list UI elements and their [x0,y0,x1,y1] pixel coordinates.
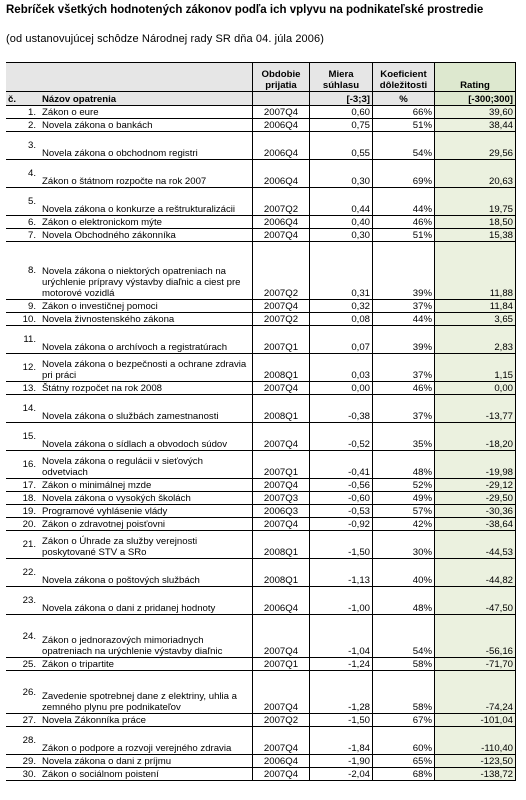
table-row [6,119,516,132]
coefficient-value: 39% [373,326,435,354]
adoption-period: 2007Q4 [253,300,310,313]
law-name: Novela zákona o dani z príjmu [40,755,253,768]
table-row [6,160,516,188]
agreement-value: -0,60 [310,492,373,505]
adoption-period: 2007Q1 [253,451,310,479]
adoption-period: 2007Q4 [253,229,310,242]
rating-value: -13,77 [435,395,516,423]
row-number: 19. [6,505,40,518]
coefficient-value: 37% [373,300,435,313]
agreement-value: -1,24 [310,658,373,671]
law-name: Novela zákona o dani z pridanej hodnoty [40,587,253,615]
row-number: 5. [6,188,40,216]
header-blank-no [6,63,40,92]
agreement-value: 0,31 [310,242,373,300]
rating-value: -56,16 [435,615,516,658]
law-name: Zákon o tripartite [40,658,253,671]
coefficient-value: 67% [373,714,435,727]
header-no: č. [6,92,40,106]
rating-value: 20,63 [435,160,516,188]
row-number: 18. [6,492,40,505]
coefficient-value: 58% [373,658,435,671]
law-name: Novela zákona o konkurze a reštrukturalizácii [40,188,253,216]
table-row [6,587,516,615]
rating-value: -44,82 [435,559,516,587]
coefficient-value: 69% [373,160,435,188]
adoption-period: 2007Q1 [253,658,310,671]
agreement-value: -1,50 [310,531,373,559]
adoption-period: 2006Q4 [253,160,310,188]
table-row [6,300,516,313]
law-name: Zákon o minimálnej mzde [40,479,253,492]
adoption-period: 2007Q4 [253,727,310,755]
adoption-period: 2007Q2 [253,242,310,300]
agreement-value: -1,00 [310,587,373,615]
coefficient-value: 66% [373,106,435,119]
agreement-value: -1,50 [310,714,373,727]
row-number: 3. [6,132,40,160]
row-number: 1. [6,106,40,119]
row-number: 29. [6,755,40,768]
coefficient-value: 49% [373,492,435,505]
coefficient-value: 68% [373,768,435,781]
table-row [6,714,516,727]
rating-value: 0,00 [435,382,516,395]
rating-value: 11,84 [435,300,516,313]
law-name: Zákon o Úhrade za služby verejnosti poskytované STV a SRo [40,531,253,559]
coefficient-value: 54% [373,615,435,658]
table-row [6,106,516,119]
rating-value: 38,44 [435,119,516,132]
adoption-period: 2006Q4 [253,132,310,160]
page-title: Rebríček všetkých hodnotených zákonov podľa ich vplyvu na podnikateľské prostredie [6,4,484,16]
table-row [6,518,516,531]
coefficient-value: 51% [373,229,435,242]
law-name: Zákon o podpore a rozvoji verejného zdravia [40,727,253,755]
row-number: 6. [6,216,40,229]
table-row [6,242,516,300]
table-row [6,188,516,216]
agreement-value: -1,28 [310,671,373,714]
row-number: 28. [6,727,40,755]
table-row [6,451,516,479]
row-number: 26. [6,671,40,714]
header-agreement-range: [-3;3] [310,92,373,106]
row-number: 16. [6,451,40,479]
law-name: Zákon o štátnom rozpočte na rok 2007 [40,160,253,188]
agreement-value: 0,03 [310,354,373,382]
adoption-period: 2006Q3 [253,505,310,518]
rating-value: 11,88 [435,242,516,300]
law-name: Zavedenie spotrebnej dane z elektriny, uhlia a zemného plynu pre podnikateľov [40,671,253,714]
coefficient-value: 60% [373,727,435,755]
law-name: Novela zákona o sídlach a obvodoch súdov [40,423,253,451]
rating-value: -18,20 [435,423,516,451]
table-row [6,229,516,242]
table-row [6,559,516,587]
rating-value: -110,40 [435,727,516,755]
coefficient-value: 42% [373,518,435,531]
agreement-value: -1,90 [310,755,373,768]
adoption-period: 2008Q1 [253,354,310,382]
table-row [6,382,516,395]
rating-value: -30,36 [435,505,516,518]
agreement-value: 0,40 [310,216,373,229]
adoption-period: 2007Q2 [253,188,310,216]
law-name: Novela zákona o obchodnom registri [40,132,253,160]
adoption-period: 2007Q4 [253,615,310,658]
law-name: Novela zákona o bezpečnosti a ochrane zdravia pri práci [40,354,253,382]
rating-value: 39,60 [435,106,516,119]
table-row [6,479,516,492]
law-name: Zákon o elektronickom mýte [40,216,253,229]
row-number: 11. [6,326,40,354]
rating-value: 2,83 [435,326,516,354]
table-row [6,313,516,326]
rating-value: -29,12 [435,479,516,492]
table-row [6,423,516,451]
header-rating: Rating [435,63,516,92]
header-coefficient-unit: % [373,92,435,106]
law-name: Novela zákona o archívoch a registratúrach [40,326,253,354]
coefficient-value: 48% [373,451,435,479]
rating-value: 19,75 [435,188,516,216]
coefficient-value: 46% [373,382,435,395]
agreement-value: 0,60 [310,106,373,119]
row-number: 17. [6,479,40,492]
adoption-period: 2007Q4 [253,423,310,451]
row-number: 12. [6,354,40,382]
law-name: Novela zákona o regulácii v sieťových odvetviach [40,451,253,479]
law-name: Novela zákona o službách zamestnanosti [40,395,253,423]
row-number: 7. [6,229,40,242]
row-number: 20. [6,518,40,531]
table-row [6,505,516,518]
table-row [6,615,516,658]
coefficient-value: 51% [373,119,435,132]
rating-value: -44,53 [435,531,516,559]
adoption-period: 2006Q4 [253,587,310,615]
header-period-unit [253,92,310,106]
law-name: Programové vyhlásenie vlády [40,505,253,518]
table-row [6,658,516,671]
adoption-period: 2007Q3 [253,492,310,505]
coefficient-value: 30% [373,531,435,559]
rating-value: -19,98 [435,451,516,479]
page-subtitle: (od ustanovujúcej schôdze Národnej rady SR dňa 04. júla 2006) [6,33,324,45]
agreement-value: 0,08 [310,313,373,326]
row-number: 25. [6,658,40,671]
coefficient-value: 65% [373,755,435,768]
rating-value: 1,15 [435,354,516,382]
agreement-value: -0,52 [310,423,373,451]
agreement-value: -0,92 [310,518,373,531]
law-name: Novela Zákonníka práce [40,714,253,727]
law-name: Zákon o investičnej pomoci [40,300,253,313]
law-name: Zákon o eure [40,106,253,119]
header-coefficient: Koeficient dôležitosti [373,63,435,92]
agreement-value: -1,84 [310,727,373,755]
rating-value: 15,38 [435,229,516,242]
adoption-period: 2007Q4 [253,479,310,492]
coefficient-value: 44% [373,188,435,216]
rating-value: 3,65 [435,313,516,326]
law-name: Novela zákona o poštových službách [40,559,253,587]
header-agreement: Miera súhlasu [310,63,373,92]
coefficient-value: 37% [373,395,435,423]
table-row [6,132,516,160]
law-name: Novela zákona o niektorých opatreniach na urýchlenie prípravy výstavby diaľnic a ciest pre motorové vozidlá [40,242,253,300]
coefficient-value: 35% [373,423,435,451]
agreement-value: -0,53 [310,505,373,518]
adoption-period: 2007Q4 [253,106,310,119]
agreement-value: 0,75 [310,119,373,132]
row-number: 9. [6,300,40,313]
adoption-period: 2008Q1 [253,531,310,559]
adoption-period: 2007Q2 [253,714,310,727]
law-name: Zákon o sociálnom poistení [40,768,253,781]
table-row [6,755,516,768]
law-name: Zákon o zdravotnej poisťovni [40,518,253,531]
agreement-value: 0,32 [310,300,373,313]
rating-value: -47,50 [435,587,516,615]
table-row [6,395,516,423]
adoption-period: 2007Q4 [253,768,310,781]
ranking-table [6,62,516,781]
row-number: 15. [6,423,40,451]
table-row [6,492,516,505]
table-body [6,106,516,781]
table-header-row [6,63,516,92]
agreement-value: 0,30 [310,229,373,242]
coefficient-value: 54% [373,132,435,160]
law-name: Štátny rozpočet na rok 2008 [40,382,253,395]
adoption-period: 2007Q4 [253,518,310,531]
agreement-value: 0,55 [310,132,373,160]
agreement-value: -1,13 [310,559,373,587]
rating-value: -38,64 [435,518,516,531]
table-row [6,216,516,229]
law-name: Zákon o jednorazových mimoriadnych opatreniach na urýchlenie výstavby diaľnic [40,615,253,658]
rating-value: 18,50 [435,216,516,229]
coefficient-value: 37% [373,354,435,382]
row-number: 8. [6,242,40,300]
row-number: 27. [6,714,40,727]
adoption-period: 2008Q1 [253,395,310,423]
law-name: Novela zákona o bankách [40,119,253,132]
adoption-period: 2006Q4 [253,119,310,132]
header-period: Obdobie prijatia [253,63,310,92]
row-number: 23. [6,587,40,615]
coefficient-value: 57% [373,505,435,518]
coefficient-value: 58% [373,671,435,714]
coefficient-value: 46% [373,216,435,229]
table-row [6,727,516,755]
coefficient-value: 40% [373,559,435,587]
row-number: 14. [6,395,40,423]
agreement-value: -0,56 [310,479,373,492]
rating-value: -71,70 [435,658,516,671]
agreement-value: -0,38 [310,395,373,423]
table-row [6,326,516,354]
row-number: 21. [6,531,40,559]
adoption-period: 2007Q4 [253,382,310,395]
agreement-value: 0,30 [310,160,373,188]
row-number: 22. [6,559,40,587]
header-name: Názov opatrenia [40,92,253,106]
row-number: 30. [6,768,40,781]
coefficient-value: 52% [373,479,435,492]
row-number: 24. [6,615,40,658]
agreement-value: 0,07 [310,326,373,354]
table-row [6,768,516,781]
rating-value: -29,50 [435,492,516,505]
table-row [6,531,516,559]
coefficient-value: 48% [373,587,435,615]
adoption-period: 2007Q4 [253,671,310,714]
agreement-value: -2,04 [310,768,373,781]
adoption-period: 2007Q1 [253,326,310,354]
agreement-value: -0,41 [310,451,373,479]
row-number: 13. [6,382,40,395]
row-number: 10. [6,313,40,326]
coefficient-value: 39% [373,242,435,300]
law-name: Novela živnostenského zákona [40,313,253,326]
rating-value: -101,04 [435,714,516,727]
law-name: Novela Obchodného zákonníka [40,229,253,242]
agreement-value: -1,04 [310,615,373,658]
adoption-period: 2006Q4 [253,755,310,768]
agreement-value: 0,44 [310,188,373,216]
adoption-period: 2006Q4 [253,216,310,229]
law-name: Novela zákona o vysokých školách [40,492,253,505]
adoption-period: 2007Q2 [253,313,310,326]
table-subheader-row [6,92,516,106]
header-rating-range: [-300;300] [435,92,516,106]
rating-value: -123,50 [435,755,516,768]
rating-value: 29,56 [435,132,516,160]
table-row [6,354,516,382]
header-blank-name [40,63,253,92]
row-number: 2. [6,119,40,132]
agreement-value: 0,00 [310,382,373,395]
rating-value: -74,24 [435,671,516,714]
adoption-period: 2008Q1 [253,559,310,587]
coefficient-value: 44% [373,313,435,326]
row-number: 4. [6,160,40,188]
table-row [6,671,516,714]
rating-value: -138,72 [435,768,516,781]
